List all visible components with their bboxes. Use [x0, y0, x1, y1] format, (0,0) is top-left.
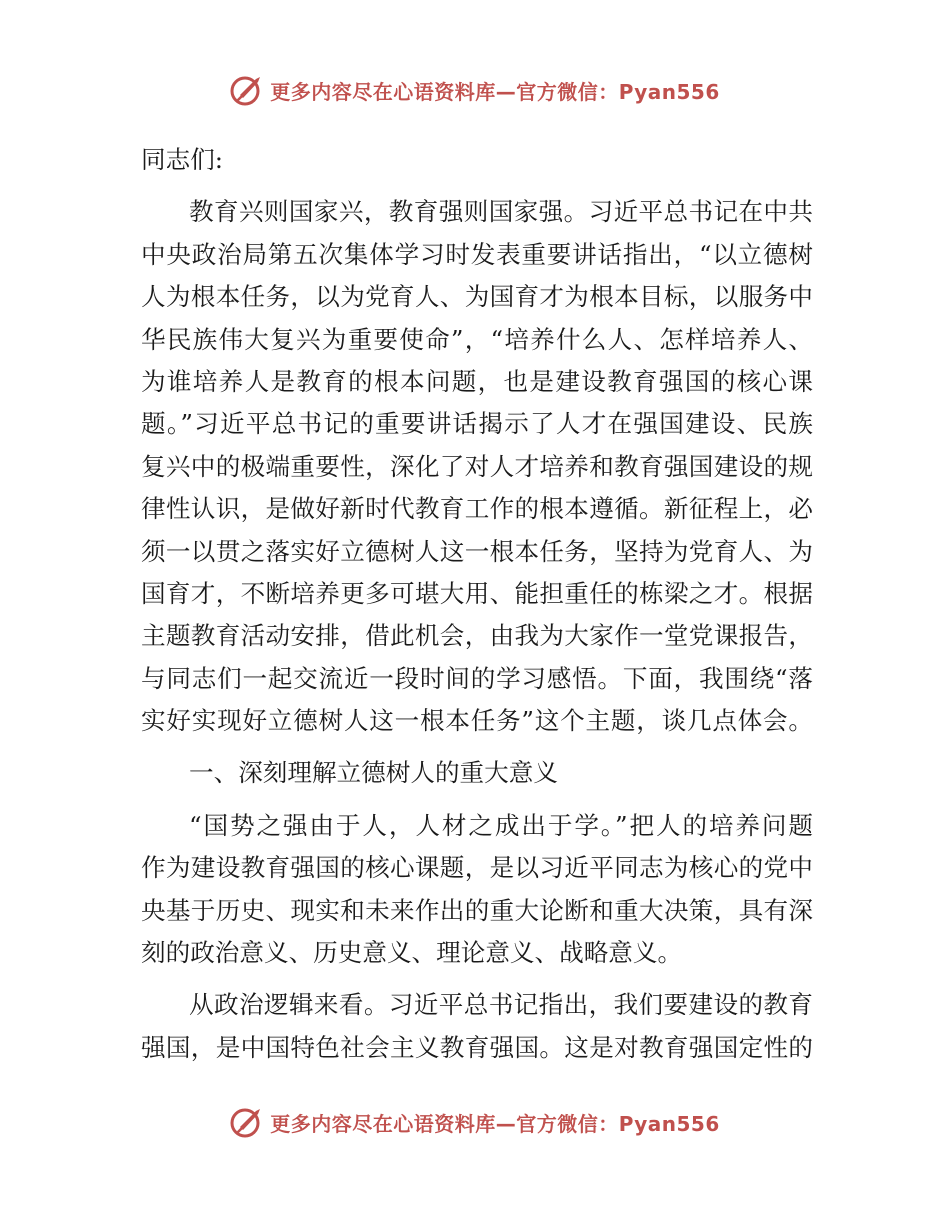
- paragraph-line: 教育兴则国家兴，教育强则国家强。习近平总书记在中共: [189, 197, 813, 227]
- quill-logo-icon: [230, 1105, 264, 1139]
- paragraph-line: 人为根本任务，以为党育人、为国育才为根本目标，以服务中: [141, 282, 813, 312]
- paragraph-line: 律性认识，是做好新时代教育工作的根本遵循。新征程上，必: [141, 494, 813, 524]
- paragraph-line: “国势之强由于人，人材之成出于学。”把人的培养问题: [189, 810, 813, 840]
- paragraph-line: 主题教育活动安排，借此机会，由我为大家作一堂党课报告，: [141, 621, 813, 651]
- paragraph-line: 复兴中的极端重要性，深化了对人才培养和教育强国建设的规: [141, 451, 813, 481]
- paragraph-line: 实好实现好立德树人这一根本任务”这个主题，谈几点体会。: [141, 706, 813, 736]
- banner-text: 更多内容尽在心语资料库—官方微信：Pyan556: [270, 1111, 720, 1136]
- paragraph-line: 中央政治局第五次集体学习时发表重要讲话指出，“以立德树: [141, 239, 813, 269]
- paragraph-line: 央基于历史、现实和未来作出的重大论断和重大决策，具有深: [141, 895, 813, 925]
- document-body: [141, 139, 813, 1069]
- paragraph-line: 作为建设教育强国的核心课题，是以习近平同志为核心的党中: [141, 853, 813, 883]
- header-watermark-banner: [0, 70, 950, 110]
- salutation: 同志们:: [141, 145, 224, 174]
- paragraph-line: 强国，是中国特色社会主义教育强国。这是对教育强国定性的: [141, 1032, 813, 1062]
- paragraph-line: 与同志们一起交流近一段时间的学习感悟。下面，我围绕“落: [141, 663, 813, 693]
- paragraph-3: [141, 984, 813, 1069]
- paragraph-line: 须一以贯之落实好立德树人这一根本任务，坚持为党育人、为: [141, 536, 813, 566]
- paragraph-line: 刻的政治意义、历史意义、理论意义、战略意义。: [141, 938, 683, 968]
- banner-text: 更多内容尽在心语资料库—官方微信：Pyan556: [270, 79, 720, 104]
- paragraph-line: 华民族伟大复兴为重要使命”，“培养什么人、怎样培养人、: [141, 324, 813, 354]
- quill-logo-icon: [230, 73, 264, 107]
- paragraph-2: [141, 805, 813, 975]
- footer-watermark-banner: [0, 1102, 950, 1142]
- paragraph-line: 为谁培养人是教育的根本问题，也是建设教育强国的核心课: [141, 366, 813, 396]
- section-heading: 一、深刻理解立德树人的重大意义: [189, 758, 558, 788]
- paragraph-line: 题。”习近平总书记的重要讲话揭示了人才在强国建设、民族: [141, 409, 813, 439]
- paragraph-line: 从政治逻辑来看。习近平总书记指出，我们要建设的教育: [189, 990, 813, 1020]
- paragraph-line: 国育才，不断培养更多可堪大用、能担重任的栋梁之才。根据: [141, 578, 813, 608]
- paragraph-1: [141, 191, 813, 742]
